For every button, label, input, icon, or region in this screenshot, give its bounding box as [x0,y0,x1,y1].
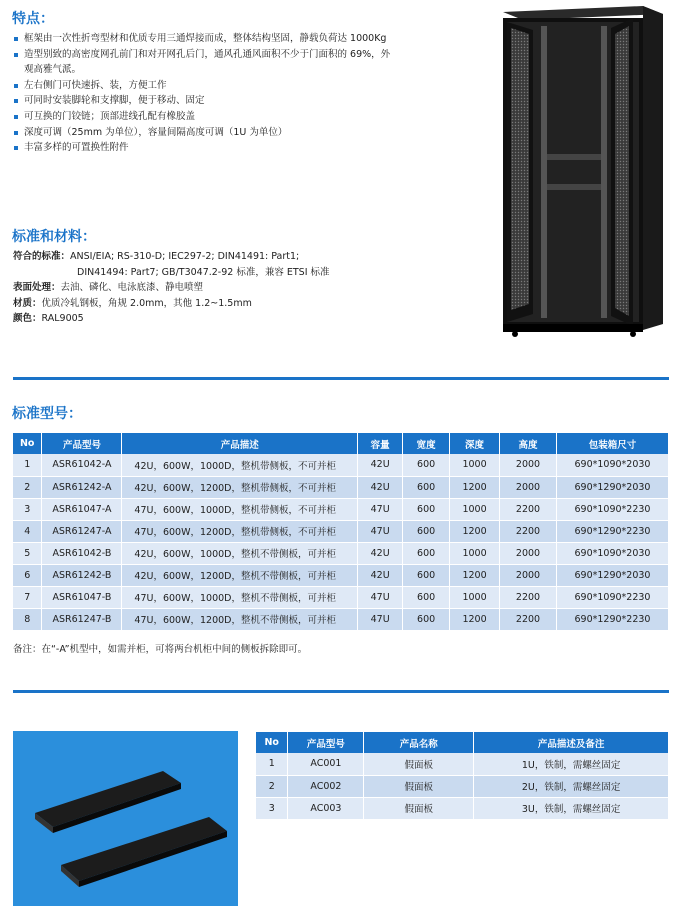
features-heading: 特点： [12,11,54,27]
compliance-label: 符合的标准： [13,251,71,262]
col-header: 宽度 [403,433,450,454]
models-heading: 标准型号： [12,406,82,422]
table-cell: 600 [403,542,450,564]
col-header: No [13,433,42,454]
standards-block [13,249,453,327]
table-cell: 1000 [450,498,500,520]
accessories-header-row [256,732,669,753]
col-header: 深度 [450,433,500,454]
table-cell: 600 [403,520,450,542]
blank-panel-image [13,731,238,906]
section-divider [13,690,669,693]
col-header: 高度 [500,433,557,454]
col-header: 产品型号 [42,433,122,454]
table-cell: 47U，600W，1200D，整机不带侧板，可并柜 [122,608,358,630]
feature-item: 可同时安装脚轮和支撑脚，便于移动、固定 [14,93,454,109]
table-cell: 690*1290*2030 [556,564,668,586]
table-row [256,775,669,797]
col-header: 产品名称 [364,732,474,753]
feature-item: 可互换的门铰链；顶部进线孔配有橡胶盖 [14,109,454,125]
table-cell: 1U，铁制，需螺丝固定 [474,753,669,775]
table-row [13,608,669,630]
table-cell: 690*1090*2230 [556,498,668,520]
table-cell: 1200 [450,476,500,498]
table-cell: 690*1290*2030 [556,476,668,498]
feature-item: 深度可调（25mm 为单位），容量间隔高度可调（1U 为单位） [14,125,454,141]
table-cell: 2200 [500,608,557,630]
table-cell: 1000 [450,586,500,608]
table-row [13,564,669,586]
material-value: 优质冷轧钢板，角规 2.0mm，其他 1.2~1.5mm [41,297,252,309]
table-cell: 假面板 [364,797,474,819]
section-divider [13,377,669,380]
color-value: RAL9005 [41,313,84,324]
table-row [13,586,669,608]
models-table [13,433,669,631]
table-cell: 3U，铁制，需螺丝固定 [474,797,669,819]
table-cell: 2000 [500,454,557,476]
table-cell: 47U [358,586,403,608]
table-cell: 1 [256,753,288,775]
table-cell: AC002 [288,775,364,797]
table-cell: 8 [13,608,42,630]
table-cell: 47U，600W，1000D，整机带侧板，不可并柜 [122,498,358,520]
table-cell: 6 [13,564,42,586]
table-cell: ASR61242-A [42,476,122,498]
col-header: 产品型号 [288,732,364,753]
table-cell: 1 [13,454,42,476]
table-cell: 690*1290*2230 [556,520,668,542]
table-cell: 42U，600W，1200D，整机带侧板，不可并柜 [122,476,358,498]
col-header: No [256,732,288,753]
table-row [13,498,669,520]
table-cell: 2200 [500,586,557,608]
table-cell: 假面板 [364,775,474,797]
table-cell: 2200 [500,520,557,542]
table-cell: ASR61047-B [42,586,122,608]
table-cell: 690*1290*2230 [556,608,668,630]
table-cell: ASR61047-A [42,498,122,520]
compliance-value-line2: DIN41494: Part7; GB/T3047.2-92 标准，兼容 ETSI 标准 [77,266,330,278]
table-cell: 600 [403,476,450,498]
table-cell: 42U，600W，1200D，整机不带侧板，可并柜 [122,564,358,586]
color-label: 颜色： [13,313,42,324]
table-row [13,454,669,476]
feature-item-continuation: 观高雅气派。 [24,64,82,76]
surface-label: 表面处理： [13,282,61,293]
table-row [13,542,669,564]
accessories-table [256,732,669,820]
material-label: 材质： [13,297,42,309]
table-cell: 42U，600W，1000D，整机带侧板，不可并柜 [122,454,358,476]
table-cell: 1000 [450,542,500,564]
table-cell: 47U [358,520,403,542]
col-header: 产品描述 [122,433,358,454]
table-row [13,476,669,498]
table-cell: 42U，600W，1000D，整机不带侧板，可并柜 [122,542,358,564]
table-cell: 1200 [450,520,500,542]
table-cell: 42U [358,476,403,498]
table-cell: 2000 [500,564,557,586]
table-cell: 2000 [500,542,557,564]
col-header: 产品描述及备注 [474,732,669,753]
feature-item: 左右侧门可快速拆、装，方便工作 [14,78,454,94]
table-cell: ASR61042-A [42,454,122,476]
table-cell: 2000 [500,476,557,498]
surface-value: 去油、磷化、电泳底漆、静电喷塑 [60,282,204,293]
table-cell: ASR61242-B [42,564,122,586]
server-rack-image [493,4,665,338]
table-cell: 600 [403,498,450,520]
table-cell: 47U，600W，1200D，整机带侧板，不可并柜 [122,520,358,542]
table-cell: 2U，铁制，需螺丝固定 [474,775,669,797]
table-row [256,797,669,819]
table-cell: 47U [358,608,403,630]
table-cell: 1200 [450,608,500,630]
table-cell: ASR61247-A [42,520,122,542]
table-cell: 2 [13,476,42,498]
table-cell: 600 [403,564,450,586]
table-cell: 1000 [450,454,500,476]
col-header: 容量 [358,433,403,454]
table-cell: 假面板 [364,753,474,775]
table-cell: 2200 [500,498,557,520]
table-cell: 600 [403,586,450,608]
table-cell: 600 [403,454,450,476]
feature-item: 框架由一次性折弯型材和优质专用三通焊接而成，整体结构坚固，静载负荷达 1000Kg [14,31,454,47]
table-cell: 47U，600W，1000D，整机不带侧板，可并柜 [122,586,358,608]
table-cell: 7 [13,586,42,608]
table-cell: AC001 [288,753,364,775]
table-row [13,520,669,542]
feature-item: 造型别致的高密度网孔前门和对开网孔后门，通风孔通风面积不少于门面积的 69%，外 [14,47,454,63]
table-cell: 3 [13,498,42,520]
table-cell: 690*1090*2230 [556,586,668,608]
table-cell: 690*1090*2030 [556,454,668,476]
table-cell: ASR61247-B [42,608,122,630]
table-cell: 2 [256,775,288,797]
standards-heading: 标准和材料： [12,229,96,245]
feature-item: 丰富多样的可置换性附件 [14,140,454,156]
compliance-value-line1: ANSI/EIA; RS-310-D; IEC297-2; DIN41491: Part1; [70,251,300,262]
features-list [14,31,454,156]
table-note: 备注：在“-A”机型中，如需并柜，可将两台机柜中间的侧板拆除即可。 [13,644,308,655]
table-cell: 4 [13,520,42,542]
table-cell: 5 [13,542,42,564]
table-cell: 42U [358,564,403,586]
table-cell: 42U [358,454,403,476]
table-cell: 47U [358,498,403,520]
table-cell: 1200 [450,564,500,586]
table-cell: 690*1090*2030 [556,542,668,564]
table-cell: 42U [358,542,403,564]
table-cell: 3 [256,797,288,819]
models-header-row [13,433,669,454]
table-row [256,753,669,775]
table-cell: 600 [403,608,450,630]
table-cell: AC003 [288,797,364,819]
table-cell: ASR61042-B [42,542,122,564]
col-header: 包装箱尺寸 [556,433,668,454]
